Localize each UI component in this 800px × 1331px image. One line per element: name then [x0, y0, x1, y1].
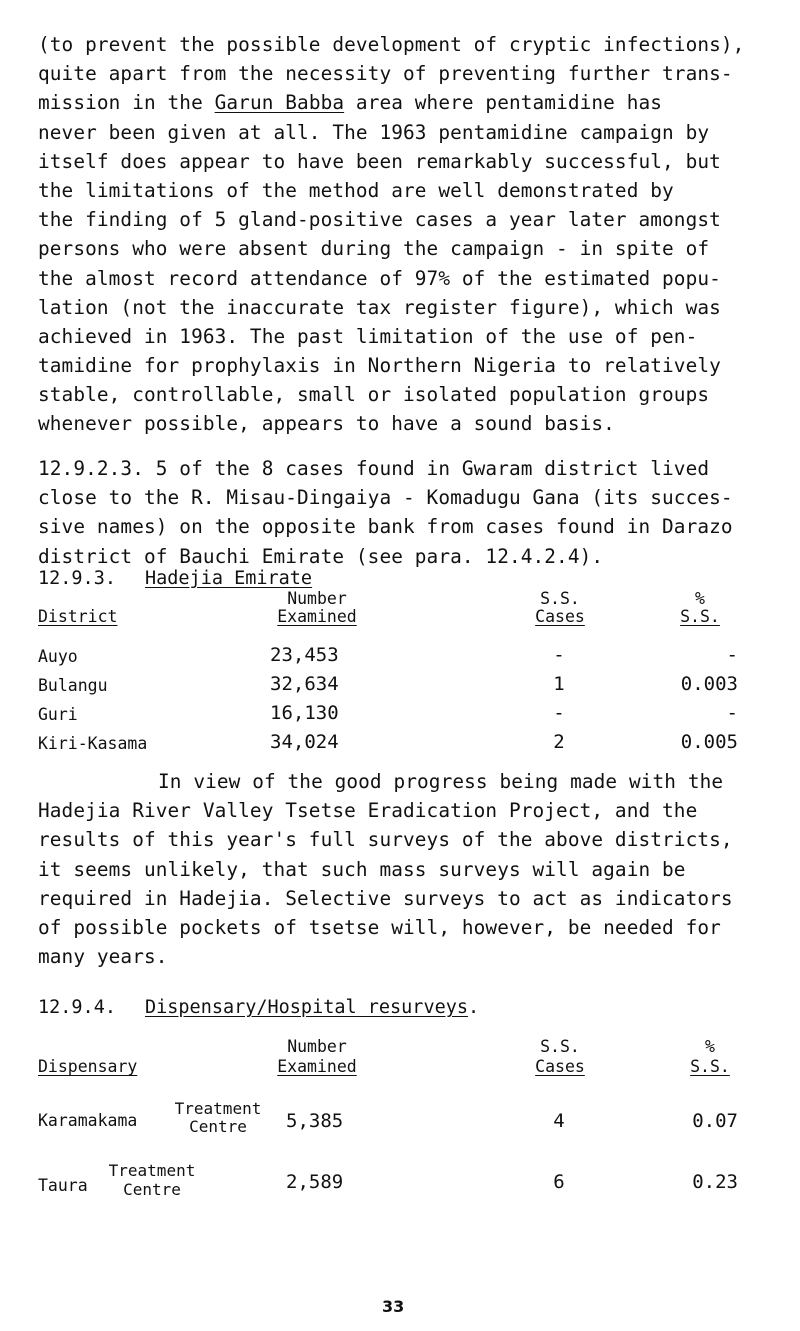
table-cell-type: Centre [189, 1117, 247, 1136]
section-title: Hadejia Emirate [145, 568, 313, 589]
text-line: In view of the good progress being made with the [158, 770, 724, 793]
column-header-percent: % [695, 589, 705, 608]
table-cell-cases: - [553, 702, 565, 724]
text-line: achieved in 1963. The past limitation of the use of pen- [38, 324, 698, 348]
section-number: 12.9.3. [38, 568, 116, 589]
text-line: itself does appear to have been remarkably successful, but [38, 149, 721, 173]
column-header-ss: S.S. [540, 589, 580, 608]
column-header-examined: Examined [277, 1057, 357, 1076]
text-line: many years. [38, 945, 168, 969]
table-cell-percent: 0.07 [692, 1110, 738, 1132]
column-header-district: District [38, 607, 118, 626]
table-cell-examined: 32,634 [270, 673, 339, 695]
text-line: stable, controllable, small or isolated population groups [38, 383, 710, 407]
column-header-percent: % [705, 1037, 715, 1056]
table-cell-dispensary: Taura [38, 1176, 88, 1195]
text-line: close to the R. Misau-Dingaiya - Komadugu Gana (its succes- [38, 486, 733, 510]
column-header-cases: Cases [535, 1057, 585, 1076]
column-header-ss-pct: S.S. [690, 1057, 730, 1076]
table-cell-type: Centre [123, 1180, 181, 1199]
table-cell-cases: 1 [553, 673, 565, 695]
text-line: the finding of 5 gland-positive cases a year later amongst [38, 208, 721, 232]
table-cell-percent: - [726, 644, 738, 666]
table-cell-percent: - [726, 702, 738, 724]
column-header-ss: S.S. [540, 1037, 580, 1056]
text-line: (to prevent the possible development of cryptic infections), [38, 33, 745, 56]
text-line: results of this year's full surveys of the above districts, [38, 828, 733, 852]
table-cell-examined: 5,385 [286, 1110, 344, 1132]
paragraph-gwaram [38, 454, 778, 571]
table-cell-type: Treatment [108, 1161, 196, 1180]
text-line: tamidine for prophylaxis in Northern Nigeria to relatively [38, 354, 721, 378]
text-line: of possible pockets of tsetse will, however, be needed for [38, 915, 721, 939]
table-cell-district: Bulangu [38, 676, 108, 695]
text-line: persons who were absent during the campaign - in spite of [38, 237, 710, 261]
table-cell-percent: 0.005 [680, 731, 738, 753]
page-number: 33 [382, 1297, 405, 1316]
table-cell-percent: 0.23 [692, 1171, 738, 1193]
text-line: quite apart from the necessity of preventing further trans- [38, 62, 733, 86]
table-cell-examined: 2,589 [286, 1171, 344, 1193]
text-line: the limitations of the method are well demonstrated by [38, 178, 674, 202]
table-cell-district: Kiri-Kasama [38, 734, 148, 753]
table-cell-examined: 23,453 [270, 644, 339, 666]
text-line: mission in the Garun Babba area where pentamidine has [38, 91, 663, 115]
paragraph-intro [38, 30, 778, 439]
text-line: required in Hadejia. Selective surveys to act as indicators [38, 886, 733, 910]
table-cell-dispensary: Karamakama [38, 1111, 138, 1130]
column-header-number: Number [287, 589, 347, 608]
text-line: the almost record attendance of 97% of the estimated popu- [38, 266, 721, 290]
text-line: 12.9.2.3. 5 of the 8 cases found in Gwaram district lived [38, 457, 710, 480]
text-line: sive names) on the opposite bank from cases found in Darazo [38, 515, 733, 539]
text-line: it seems unlikely, that such mass surveys will again be [38, 857, 686, 881]
text-line: district of Bauchi Emirate (see para. 12.4.2.4). [38, 544, 604, 568]
table-cell-examined: 34,024 [270, 731, 339, 753]
table-cell-district: Guri [38, 705, 78, 724]
column-header-cases: Cases [535, 607, 585, 626]
table-cell-type: Treatment [174, 1099, 262, 1118]
section-title: Dispensary/Hospital resurveys. [145, 997, 480, 1018]
paragraph-hadejia [38, 767, 778, 971]
text-line: whenever possible, appears to have a sound basis. [38, 412, 615, 436]
column-header-ss-pct: S.S. [680, 607, 720, 626]
table-cell-cases: - [553, 644, 565, 666]
table-cell-examined: 16,130 [270, 702, 339, 724]
column-header-examined: Examined [277, 607, 357, 626]
column-header-dispensary: Dispensary [38, 1057, 138, 1076]
column-header-number: Number [287, 1037, 347, 1056]
text-line: Hadejia River Valley Tsetse Eradication Project, and the [38, 799, 698, 823]
section-number: 12.9.4. [38, 997, 116, 1018]
table-cell-cases: 4 [553, 1110, 565, 1132]
table-cell-percent: 0.003 [680, 673, 738, 695]
table-cell-cases: 6 [553, 1171, 565, 1193]
table-cell-cases: 2 [553, 731, 565, 753]
table-cell-district: Auyo [38, 647, 78, 666]
text-line: never been given at all. The 1963 pentamidine campaign by [38, 120, 710, 144]
text-line: lation (not the inaccurate tax register figure), which was [38, 295, 721, 319]
